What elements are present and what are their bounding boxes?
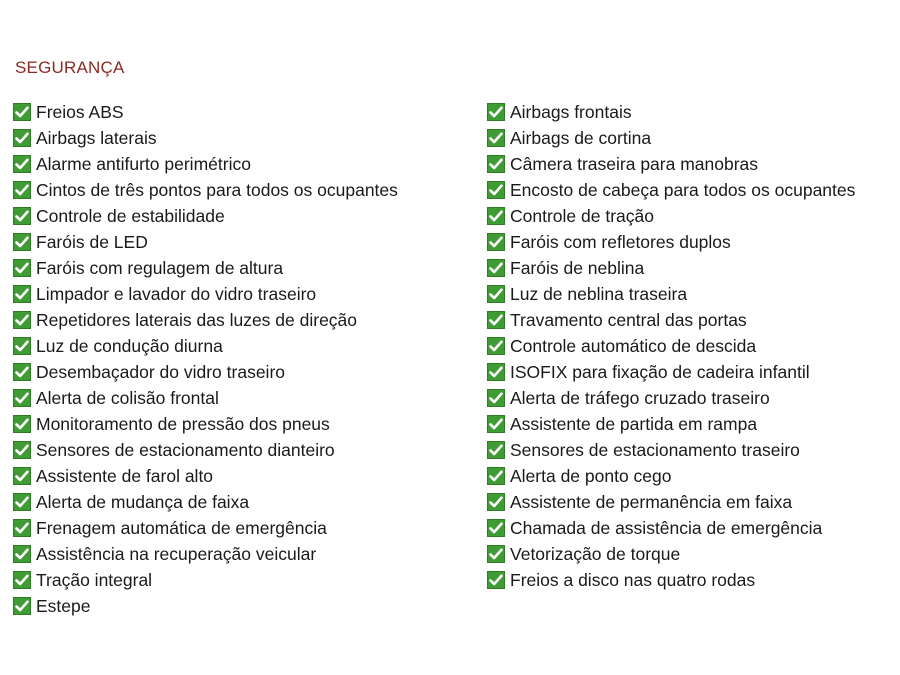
feature-item (13, 541, 398, 567)
feature-label: Alerta de mudança de faixa (36, 492, 250, 512)
feature-label: Sensores de estacionamento traseiro (510, 440, 800, 460)
feature-label: Controle de tração (510, 206, 654, 226)
feature-label: Assistente de partida em rampa (510, 414, 758, 434)
feature-label: Faróis com regulagem de altura (36, 258, 284, 278)
feature-item (487, 489, 855, 515)
feature-item (13, 567, 398, 593)
feature-item (13, 307, 398, 333)
feature-label: Encosto de cabeça para todos os ocupantes (510, 180, 856, 200)
feature-label: Assistente de farol alto (36, 466, 214, 486)
feature-label: ISOFIX para fixação de cadeira infantil (510, 362, 810, 382)
feature-item (13, 255, 398, 281)
feature-label: Alerta de tráfego cruzado traseiro (510, 388, 770, 408)
feature-item (487, 463, 855, 489)
check-icon (13, 311, 31, 329)
check-icon (487, 519, 505, 537)
feature-item (487, 515, 855, 541)
feature-item (13, 125, 398, 151)
feature-item (13, 151, 398, 177)
feature-item (487, 229, 855, 255)
check-icon (13, 363, 31, 381)
feature-item (487, 99, 855, 125)
check-icon (487, 181, 505, 199)
check-icon (13, 519, 31, 537)
check-icon (487, 155, 505, 173)
check-icon (13, 337, 31, 355)
feature-label: Airbags laterais (36, 128, 157, 148)
feature-label: Freios ABS (36, 102, 124, 122)
feature-item (13, 281, 398, 307)
check-icon (13, 103, 31, 121)
feature-label: Sensores de estacionamento dianteiro (36, 440, 335, 460)
feature-label: Câmera traseira para manobras (510, 154, 759, 174)
feature-label: Alerta de colisão frontal (36, 388, 219, 408)
feature-label: Cintos de três pontos para todos os ocupantes (36, 180, 398, 200)
feature-label: Faróis de LED (36, 232, 148, 252)
check-icon (487, 415, 505, 433)
feature-item (487, 151, 855, 177)
feature-item (487, 541, 855, 567)
check-icon (487, 545, 505, 563)
check-icon (487, 389, 505, 407)
feature-item (487, 177, 855, 203)
feature-label: Frenagem automática de emergência (36, 518, 327, 538)
feature-label: Airbags de cortina (510, 128, 652, 148)
feature-item (13, 99, 398, 125)
check-icon (487, 571, 505, 589)
feature-item (487, 255, 855, 281)
check-icon (487, 103, 505, 121)
feature-list-right (487, 99, 855, 593)
feature-label: Alerta de ponto cego (510, 466, 672, 486)
feature-item (13, 489, 398, 515)
feature-item (487, 125, 855, 151)
check-icon (13, 259, 31, 277)
check-icon (13, 389, 31, 407)
feature-label: Alarme antifurto perimétrico (36, 154, 251, 174)
feature-item (13, 515, 398, 541)
check-icon (487, 129, 505, 147)
feature-label: Travamento central das portas (510, 310, 747, 330)
section-title: SEGURANÇA (15, 58, 125, 77)
check-icon (13, 415, 31, 433)
check-icon (487, 233, 505, 251)
feature-item (13, 203, 398, 229)
feature-label: Freios a disco nas quatro rodas (510, 570, 756, 590)
feature-item (13, 229, 398, 255)
feature-label: Tração integral (36, 570, 153, 590)
feature-label: Assistência na recuperação veicular (36, 544, 317, 564)
feature-label: Controle automático de descida (510, 336, 757, 356)
check-icon (487, 493, 505, 511)
feature-label: Estepe (36, 596, 91, 616)
feature-item (487, 437, 855, 463)
check-icon (13, 207, 31, 225)
feature-label: Assistente de permanência em faixa (510, 492, 793, 512)
check-icon (13, 155, 31, 173)
feature-list-left (13, 99, 398, 619)
feature-item (13, 437, 398, 463)
check-icon (487, 441, 505, 459)
check-icon (487, 337, 505, 355)
feature-label: Desembaçador do vidro traseiro (36, 362, 286, 382)
feature-item (487, 281, 855, 307)
feature-item (487, 411, 855, 437)
check-icon (13, 597, 31, 615)
feature-label: Vetorização de torque (510, 544, 681, 564)
feature-label: Controle de estabilidade (36, 206, 225, 226)
check-icon (13, 571, 31, 589)
feature-item (13, 177, 398, 203)
check-icon (13, 545, 31, 563)
feature-label: Luz de neblina traseira (510, 284, 688, 304)
feature-item (487, 307, 855, 333)
check-icon (487, 311, 505, 329)
check-icon (13, 493, 31, 511)
check-icon (13, 441, 31, 459)
feature-label: Faróis com refletores duplos (510, 232, 731, 252)
check-icon (487, 363, 505, 381)
check-icon (487, 467, 505, 485)
feature-item (487, 567, 855, 593)
check-icon (13, 181, 31, 199)
feature-label: Airbags frontais (510, 102, 632, 122)
feature-label: Chamada de assistência de emergência (510, 518, 823, 538)
feature-label: Luz de condução diurna (36, 336, 223, 356)
feature-item (13, 593, 398, 619)
feature-item (487, 203, 855, 229)
check-icon (13, 467, 31, 485)
feature-label: Limpador e lavador do vidro traseiro (36, 284, 317, 304)
feature-label: Repetidores laterais das luzes de direção (36, 310, 358, 330)
check-icon (487, 207, 505, 225)
feature-label: Faróis de neblina (510, 258, 645, 278)
feature-item (13, 333, 398, 359)
feature-item (13, 463, 398, 489)
feature-item (13, 359, 398, 385)
feature-item (487, 359, 855, 385)
feature-item (487, 333, 855, 359)
feature-item (13, 411, 398, 437)
check-icon (13, 285, 31, 303)
feature-item (13, 385, 398, 411)
check-icon (487, 285, 505, 303)
check-icon (487, 259, 505, 277)
check-icon (13, 233, 31, 251)
check-icon (13, 129, 31, 147)
feature-item (487, 385, 855, 411)
feature-label: Monitoramento de pressão dos pneus (36, 414, 330, 434)
